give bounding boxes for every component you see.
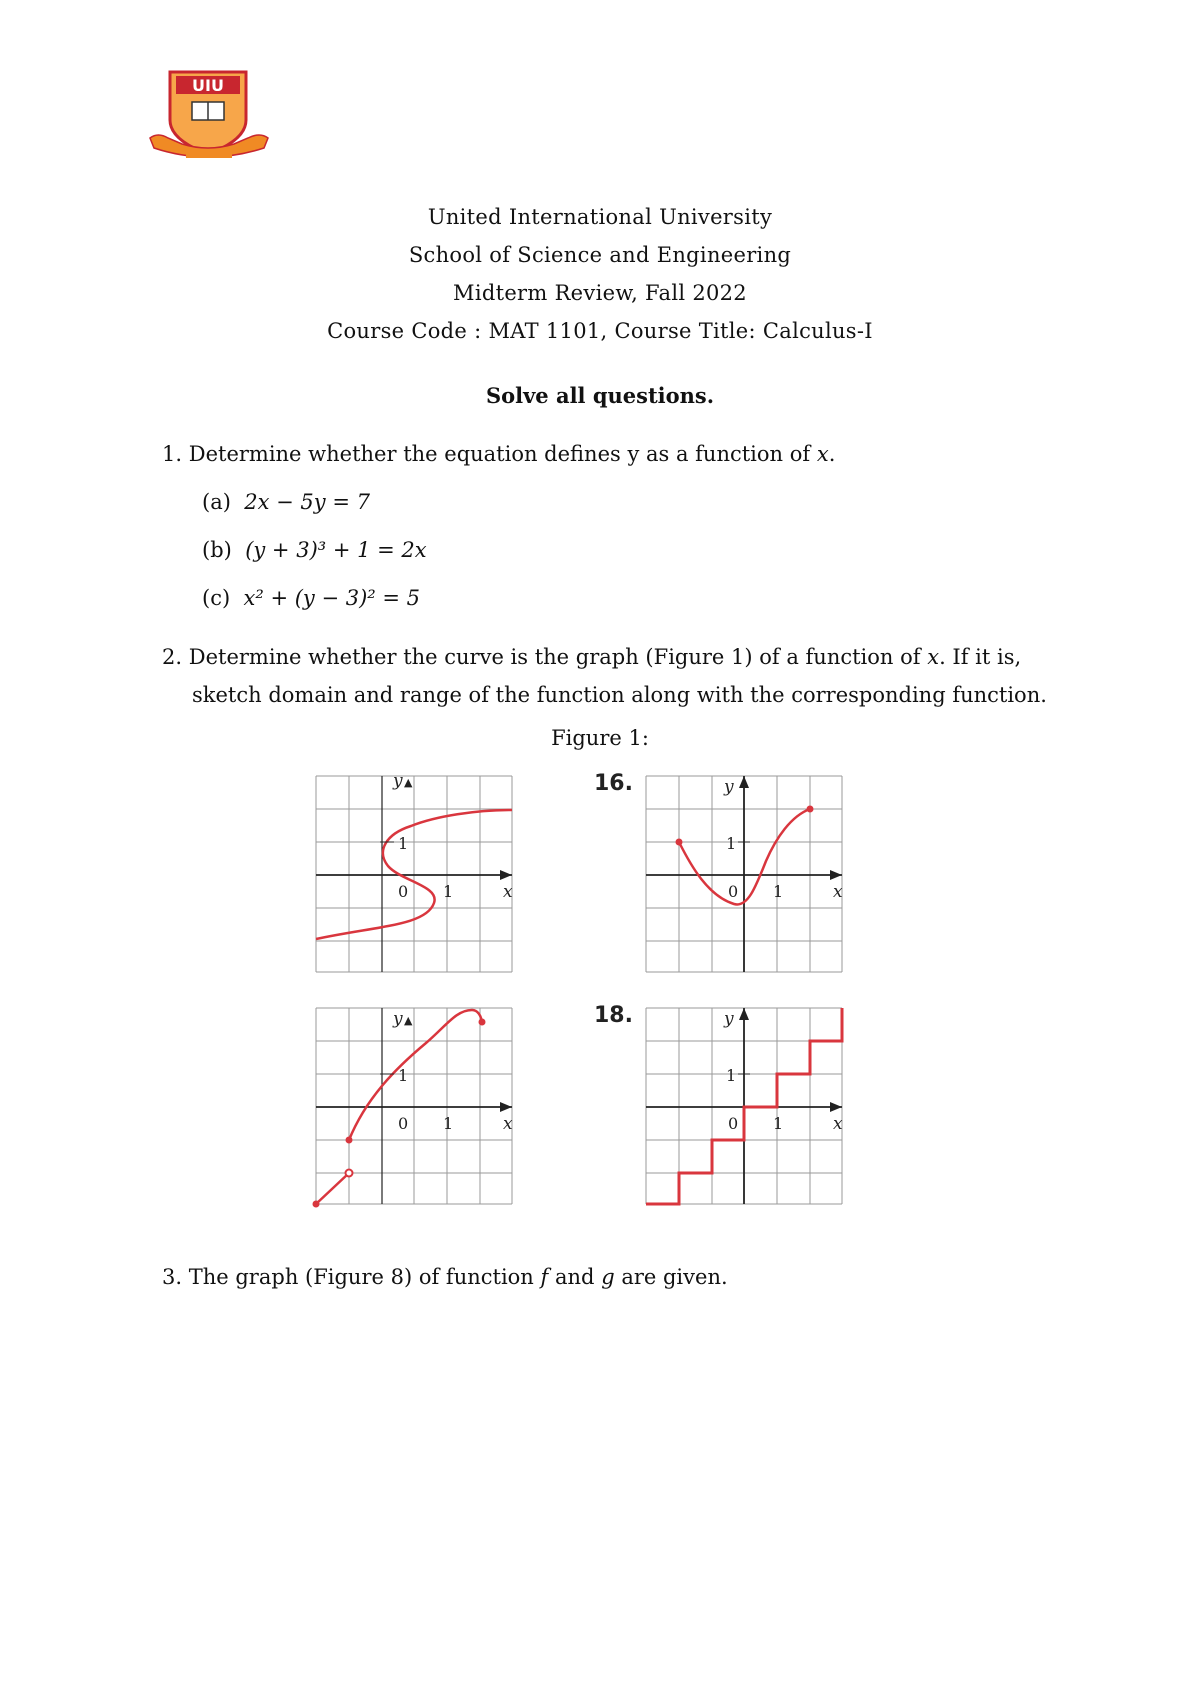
question-3-g: g — [601, 1265, 615, 1289]
question-1a — [202, 490, 370, 514]
question-1b — [202, 538, 427, 562]
panel-4-xlabel: x — [833, 1114, 843, 1134]
question-2-line-1 — [162, 645, 1021, 669]
figure-panel-2 — [646, 776, 846, 976]
question-3-text-c: are given. — [621, 1265, 728, 1289]
figure-caption: Figure 1: — [551, 726, 649, 750]
panel-4-number: 18. — [594, 1003, 633, 1028]
panel-2-origin: 0 — [728, 882, 739, 901]
question-3 — [162, 1265, 728, 1289]
panel-2-ylabel: y — [724, 777, 734, 797]
question-2-text-1-end: . If it is, — [939, 645, 1022, 669]
question-1-text: Determine whether the equation defines y as a function of — [188, 442, 811, 466]
question-1 — [162, 442, 835, 466]
panel-3-tick-y: 1 — [398, 1066, 409, 1085]
university-name: United International University — [427, 205, 773, 229]
question-3-text-b: and — [555, 1265, 595, 1289]
svg-text:▲: ▲ — [404, 1014, 413, 1027]
panel-2-tick-x: 1 — [773, 882, 784, 901]
panel-2-xlabel: x — [833, 882, 843, 902]
question-3-text-a: The graph (Figure 8) of function — [188, 1265, 534, 1289]
question-2-number: 2. — [162, 645, 183, 669]
panel-4-tick-x: 1 — [773, 1114, 784, 1133]
svg-text:▲: ▲ — [404, 776, 413, 789]
panel-3-ylabel: y — [393, 1009, 403, 1029]
question-1c — [202, 586, 420, 610]
panel-1-tick-x: 1 — [443, 882, 454, 901]
figure-panel-3 — [316, 1008, 516, 1208]
question-3-f: f — [540, 1265, 549, 1289]
question-2-text-1: Determine whether the curve is the graph (Figure 1) of a function of — [188, 645, 921, 669]
figure-panel-1 — [316, 771, 516, 976]
panel-2-number: 16. — [594, 771, 633, 796]
question-1a-equation: 2x − 5y = 7 — [244, 490, 370, 514]
panel-4-origin: 0 — [728, 1114, 739, 1133]
question-1c-equation: x² + (y − 3)² = 5 — [243, 586, 421, 610]
question-2-line-2: sketch domain and range of the function along with the corresponding function. — [192, 683, 1047, 707]
question-2-var: x — [927, 645, 940, 669]
question-1b-label: (b) — [202, 538, 232, 562]
instruction: Solve all questions. — [485, 383, 715, 408]
school-name: School of Science and Engineering — [408, 243, 792, 267]
panel-3-xlabel: x — [503, 1114, 513, 1134]
course-info: Course Code : MAT 1101, Course Title: Calculus-I — [327, 319, 873, 343]
question-1a-label: (a) — [202, 490, 231, 514]
question-1-end: . — [828, 442, 836, 466]
question-1-number: 1. — [162, 442, 183, 466]
figure-panel-4 — [646, 1008, 846, 1208]
question-1b-equation: (y + 3)³ + 1 = 2x — [245, 538, 427, 562]
exam-title: Midterm Review, Fall 2022 — [453, 281, 747, 305]
panel-4-tick-y: 1 — [726, 1066, 737, 1085]
university-logo — [148, 68, 280, 164]
panel-2-tick-y: 1 — [726, 834, 737, 853]
logo-text: UIU — [192, 76, 224, 95]
question-3-number: 3. — [162, 1265, 183, 1289]
panel-3-origin: 0 — [398, 1114, 409, 1133]
panel-3-tick-x: 1 — [443, 1114, 454, 1133]
panel-1-xlabel: x — [503, 882, 513, 902]
panel-4-ylabel: y — [724, 1009, 734, 1029]
panel-1-ylabel: y — [393, 771, 403, 791]
question-1-var: x — [816, 442, 829, 466]
question-1c-label: (c) — [202, 586, 231, 610]
panel-1-origin: 0 — [398, 882, 409, 901]
panel-1-tick-y: 1 — [398, 834, 409, 853]
